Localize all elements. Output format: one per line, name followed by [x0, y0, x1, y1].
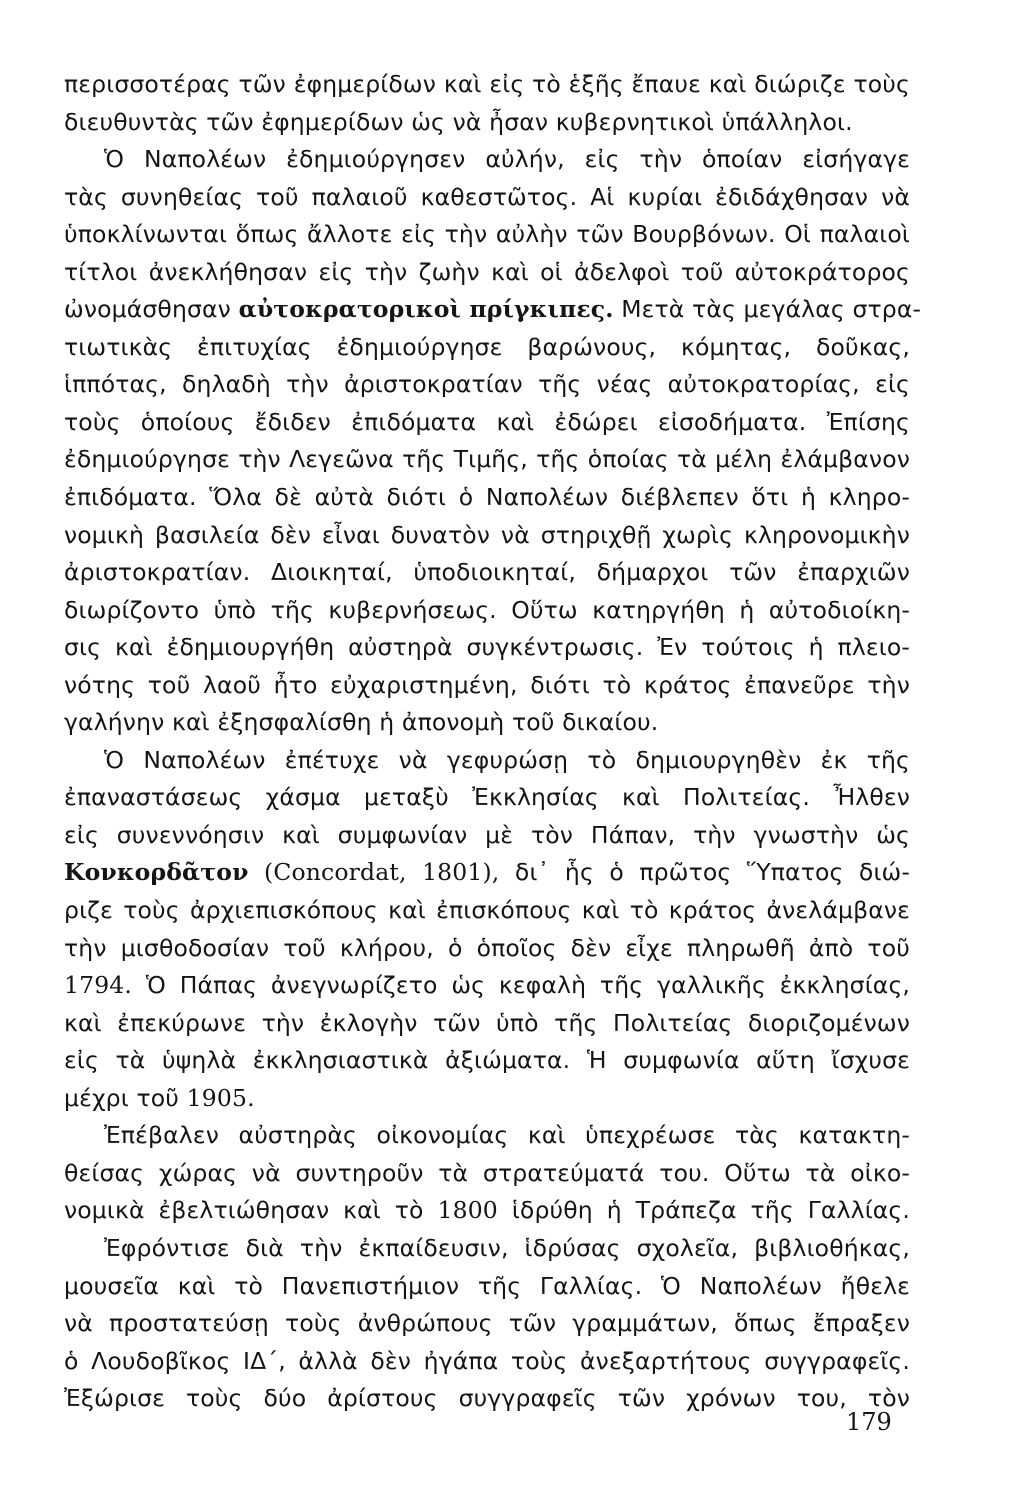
text-line	[64, 1080, 910, 1118]
text-line	[64, 967, 910, 1005]
text-segment: νομικὰ ἐβελτιώθησαν καὶ τὸ	[64, 1196, 424, 1225]
text-line: μουσεῖα καὶ τὸ Πανεπιστήμιον τῆς Γαλλίας. Ὁ Ναπολέων ἤθελε	[64, 1271, 910, 1300]
serif-segment: (Concordat, 1801),	[264, 858, 500, 887]
text-line: σις καὶ ἐδημιουργήθη αὐστηρὰ συγκέντρωσις. Ἐν τούτοις ἡ πλειο-	[64, 633, 910, 662]
text-segment: Μετὰ τὰς μεγάλας στρα-	[621, 295, 922, 324]
text-line: νότης τοῦ λαοῦ ἦτο εὐχαριστημένη, διότι τὸ κράτος ἐπανεῦρε τὴν	[64, 670, 910, 699]
text-line: καὶ ἐπεκύρωνε τὴν ἐκλογὴν τῶν ὑπὸ τῆς Πολιτείας διοριζομένων	[64, 1008, 910, 1037]
text-line: ἐπιδόματα. Ὅλα δὲ αὐτὰ διότι ὁ Ναπολέων διέβλεπεν ὅτι ἡ κληρο-	[64, 483, 910, 512]
text-line: ἐπαναστάσεως χάσμα μεταξὺ Ἐκκλησίας καὶ Πολιτείας. Ἦλθεν	[64, 783, 910, 812]
text-line: νομικὴ βασιλεία δὲν εἶναι δυνατὸν νὰ στηριχθῇ χωρὶς κληρονομικὴν	[64, 520, 910, 549]
serif-segment: 1800	[437, 1196, 498, 1225]
text-line: τιωτικὰς ἐπιτυχίας ἐδημιούργησε βαρώνους, κόμητας, δοῦκας,	[64, 332, 910, 361]
text-line: ἀριστοκρατίαν. Διοικηταί, ὑποδιοικηταί, δήμαρχοι τῶν ἐπαρχιῶν	[64, 558, 910, 587]
text-line	[64, 291, 922, 329]
text-line: τὰς συνηθείας τοῦ παλαιοῦ καθεστῶτος. Αἱ κυρίαι ἐδιδάχθησαν νὰ	[64, 182, 910, 211]
text-line: Ὁ Ναπολέων ἐπέτυχε νὰ γεφυρώσῃ τὸ δημιουργηθὲν ἐκ τῆς	[104, 745, 910, 774]
text-line: ὑποκλίνωνται ὅπως ἄλλοτε εἰς τὴν αὐλὴν τῶν Βουρβόνων. Οἱ παλαιοὶ	[64, 220, 910, 249]
page-text	[64, 66, 922, 1418]
text-line: Ἐπέβαλεν αὐστηρὰς οἰκονομίας καὶ ὑπεχρέωσε τὰς κατακτη-	[104, 1121, 910, 1150]
text-line: περισσοτέρας τῶν ἐφημερίδων καὶ εἰς τὸ ἑξῆς ἔπαυε καὶ διώριζε τοὺς	[64, 70, 910, 98]
text-line: γαλήνην καὶ ἐξησφαλίσθη ἡ ἀπονομὴ τοῦ δικαίου.	[64, 708, 659, 737]
serif-segment: 1794.	[64, 971, 133, 1000]
text-line: εἰς τὰ ὑψηλὰ ἐκκλησιαστικὰ ἀξιώματα. Ἡ συμφωνία αὕτη ἴσχυσε	[64, 1046, 910, 1075]
text-line: τίτλοι ἀνεκλήθησαν εἰς τὴν ζωὴν καὶ οἱ ἀδελφοὶ τοῦ αὐτοκράτορος	[64, 257, 910, 286]
serif-segment: 1905.	[186, 1083, 255, 1112]
text-line: διευθυντὰς τῶν ἐφημερίδων ὡς νὰ ἦσαν κυβερνητικοὶ ὑπάλληλοι.	[64, 107, 853, 136]
text-line	[64, 1192, 910, 1230]
text-segment: μέχρι τοῦ	[64, 1083, 180, 1112]
text-line: εἰς συνεννόησιν καὶ συμφωνίαν μὲ τὸν Πάπαν, τὴν γνωστὴν ὡς	[64, 820, 910, 849]
text-segment: δι᾽ ἧς ὁ πρῶτος Ὕπατος διώ-	[514, 858, 911, 887]
text-line: Ὁ Ναπολέων ἐδημιούργησεν αὐλήν, εἰς τὴν ὁποίαν εἰσήγαγε	[104, 145, 910, 174]
text-line: διωρίζοντο ὑπὸ τῆς κυβερνήσεως. Οὕτω κατηργήθη ἡ αὐτοδιοίκη-	[64, 595, 910, 624]
text-line: ριζε τοὺς ἀρχιεπισκόπους καὶ ἐπισκόπους καὶ τὸ κράτος ἀνελάμβανε	[64, 896, 910, 925]
text-line: Ἐφρόντισε διὰ τὴν ἐκπαίδευσιν, ἱδρύσας σχολεῖα, βιβλιοθήκας,	[104, 1233, 910, 1262]
text-line	[64, 854, 910, 892]
text-line: ὁ Λουδοβῖκος ΙΔ΄, ἀλλὰ δὲν ἠγάπα τοὺς ἀνεξαρτήτους συγγραφεῖς.	[64, 1346, 910, 1375]
text-line: τὴν μισθοδοσίαν τοῦ κλήρου, ὁ ὁποῖος δὲν εἶχε πληρωθῆ ἀπὸ τοῦ	[64, 933, 910, 962]
text-line: ἱππότας, δηλαδὴ τὴν ἀριστοκρατίαν τῆς νέας αὐτοκρατορίας, εἰς	[64, 370, 910, 399]
text-segment: Ὁ Πάπας ἀνεγνωρίζετο ὡς κεφαλὴ τῆς γαλλικῆς ἐκκλησίας,	[145, 971, 911, 1000]
bold-term: αὐτοκρατορικοὶ πρίγκιπες.	[238, 295, 614, 324]
text-line: θείσας χώρας νὰ συντηροῦν τὰ στρατεύματά του. Οὕτω τὰ οἰκο-	[64, 1158, 910, 1187]
text-line: τοὺς ὁποίους ἔδιδεν ἐπιδόματα καὶ ἐδώρει εἰσοδήματα. Ἐπίσης	[64, 407, 910, 436]
text-line: νὰ προστατεύσῃ τοὺς ἀνθρώπους τῶν γραμμάτων, ὅπως ἔπραξεν	[64, 1309, 910, 1338]
bold-term: Κονκορδᾶτον	[64, 858, 249, 887]
text-segment: ὠνομάσθησαν	[64, 295, 231, 324]
text-line: ἐδημιούργησε τὴν Λεγεῶνα τῆς Τιμῆς, τῆς ὁποίας τὰ μέλη ἐλάμβανον	[64, 445, 910, 474]
text-line: Ἐξώρισε τοὺς δύο ἀρίστους συγγραφεῖς τῶν χρόνων του, τὸν	[64, 1384, 910, 1413]
text-segment: ἱδρύθη ἡ Τράπεζα τῆς Γαλλίας.	[511, 1196, 910, 1225]
page-number: 179	[846, 1408, 892, 1436]
